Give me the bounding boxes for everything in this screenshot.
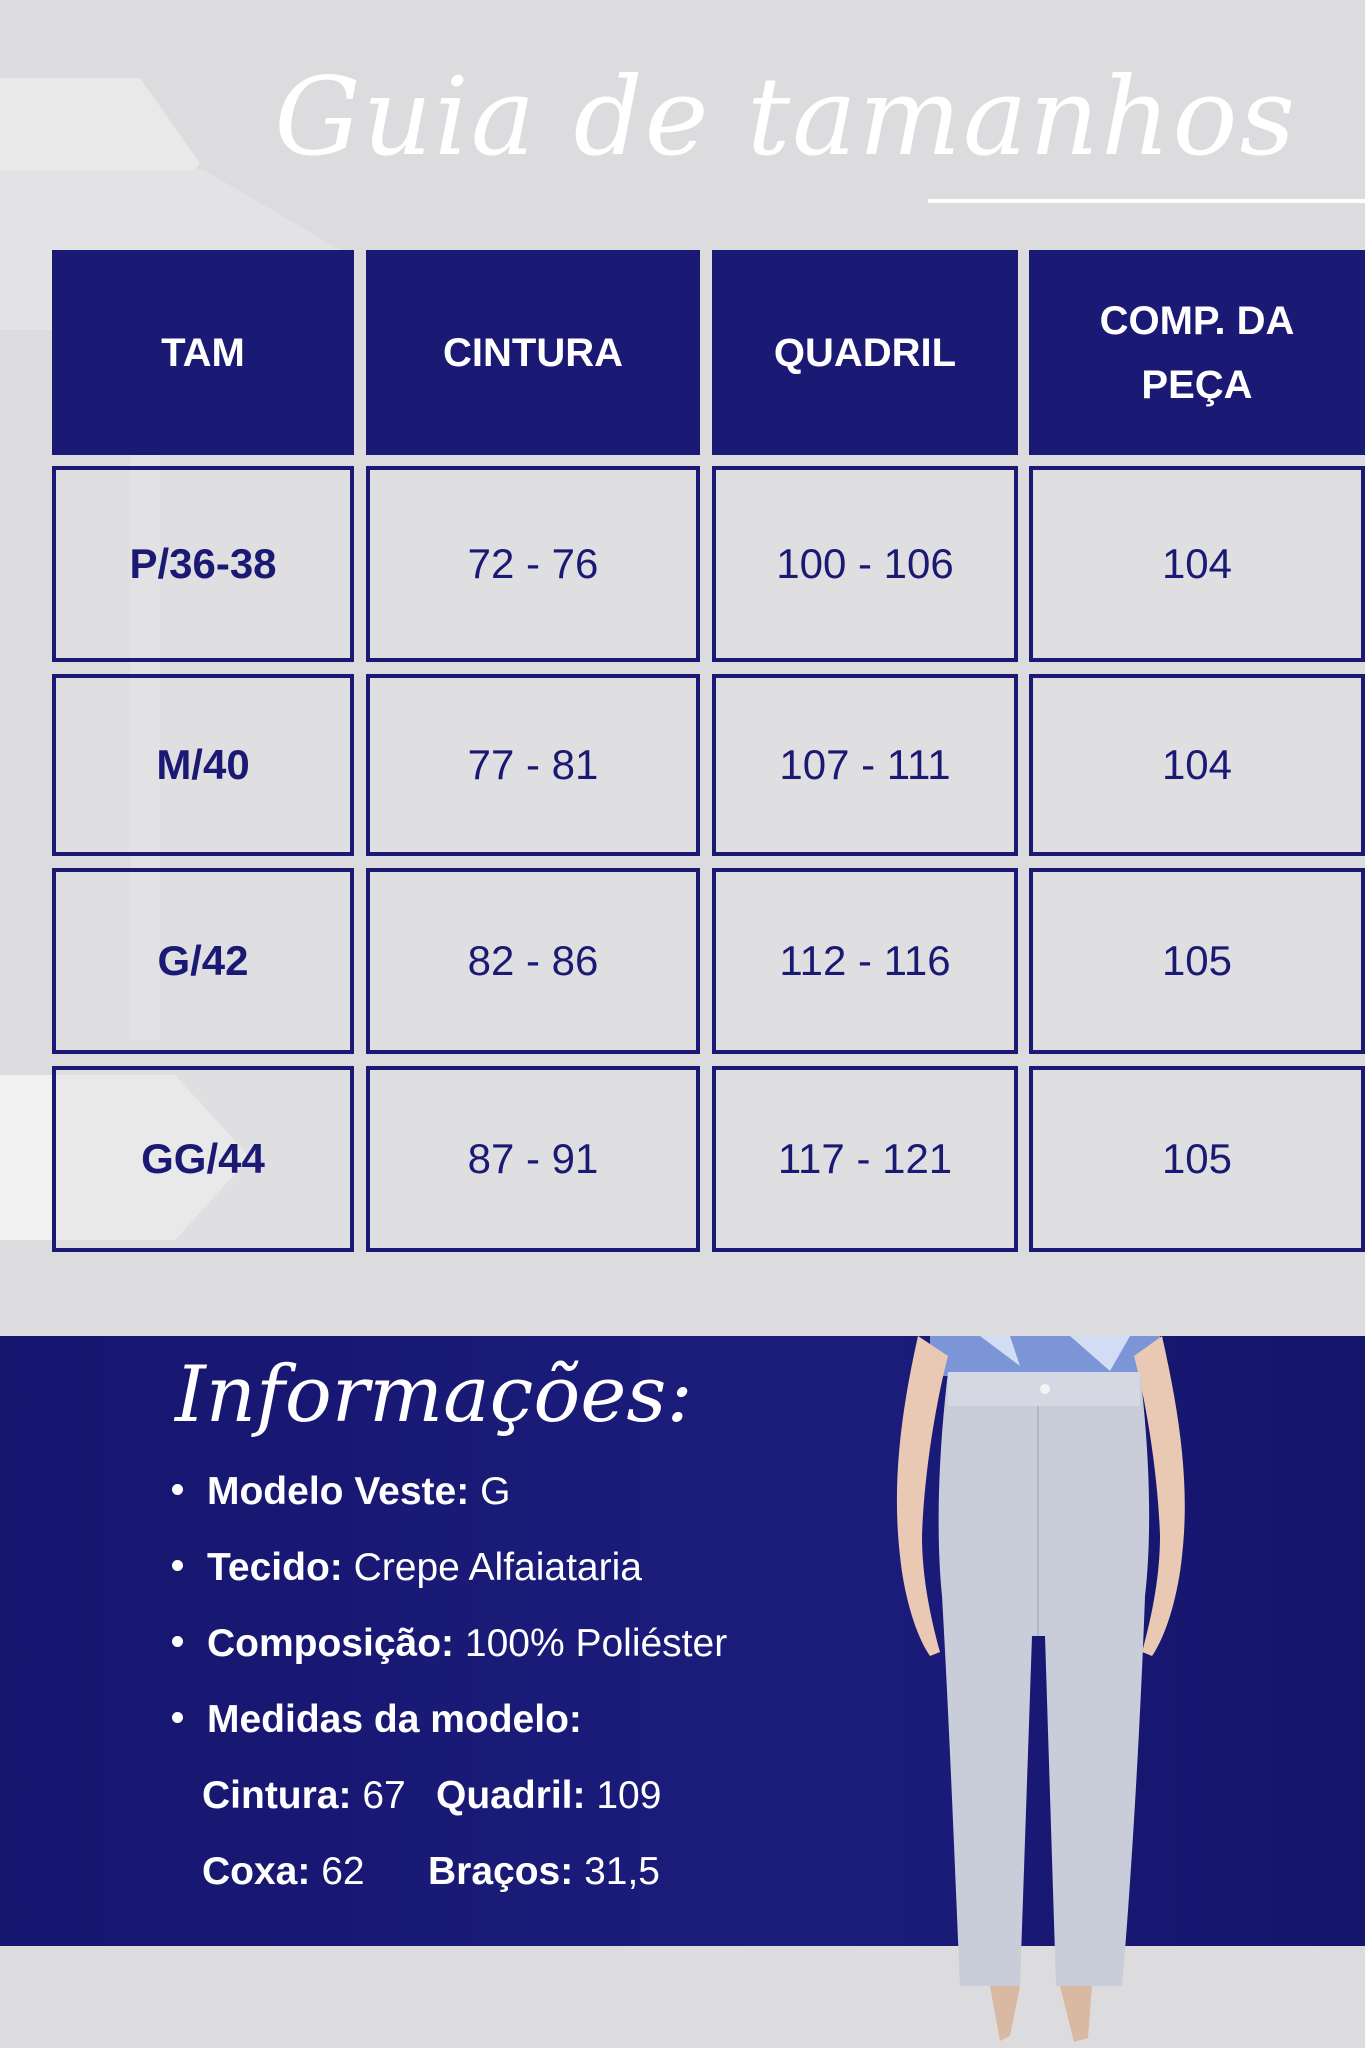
measurement-label: Cintura: — [202, 1774, 352, 1817]
model-photo — [860, 1336, 1220, 2048]
table-cell-quadril: 117 - 121 — [712, 1066, 1018, 1252]
table-cell-quadril: 112 - 116 — [712, 868, 1018, 1054]
measurement-label: Quadril: — [436, 1774, 586, 1817]
table-cell-cintura: 77 - 81 — [366, 674, 700, 856]
table-cell-cintura: 72 - 76 — [366, 466, 700, 662]
measurement-cintura — [202, 1774, 406, 1818]
measurement-value: 67 — [362, 1774, 406, 1817]
list-item — [172, 1546, 642, 1590]
item-label: Composição: — [207, 1622, 455, 1665]
header-quadril: QUADRIL — [712, 250, 1018, 455]
measurement-value: 109 — [596, 1774, 662, 1817]
table-cell-cintura: 87 - 91 — [366, 1066, 700, 1252]
bullet-icon — [172, 1484, 183, 1495]
bullet-icon — [172, 1560, 183, 1571]
bullet-icon — [172, 1636, 183, 1647]
title-underline — [928, 199, 1365, 203]
table-cell-cintura: 82 - 86 — [366, 868, 700, 1054]
list-item — [172, 1698, 582, 1742]
measurement-quadril — [436, 1774, 661, 1818]
list-item — [172, 1622, 727, 1666]
left-shoe — [990, 1986, 1020, 2041]
measurement-bracos — [428, 1850, 660, 1894]
table-cell-comprimento: 104 — [1029, 674, 1365, 856]
button-icon — [1040, 1384, 1050, 1394]
info-title: Informações: — [175, 1350, 693, 1440]
measurement-label: Braços: — [428, 1850, 574, 1893]
item-value: G — [480, 1470, 511, 1513]
table-cell-size: M/40 — [52, 674, 354, 856]
item-value: 100% Poliéster — [464, 1622, 728, 1665]
measurement-coxa — [202, 1850, 365, 1894]
table-cell-comprimento: 104 — [1029, 466, 1365, 662]
item-value: Crepe Alfaiataria — [353, 1546, 642, 1589]
list-item — [172, 1470, 510, 1514]
header-comprimento: COMP. DA PEÇA — [1029, 250, 1365, 455]
table-cell-quadril: 107 - 111 — [712, 674, 1018, 856]
table-cell-comprimento: 105 — [1029, 868, 1365, 1054]
trousers-shape — [939, 1372, 1150, 1986]
item-label: Tecido: — [207, 1546, 343, 1589]
page-title: Guia de tamanhos — [274, 55, 1297, 180]
table-cell-comprimento: 105 — [1029, 1066, 1365, 1252]
measurement-value: 62 — [321, 1850, 365, 1893]
header-tam: TAM — [52, 250, 354, 455]
item-label: Medidas da modelo: — [207, 1698, 582, 1741]
table-cell-size: G/42 — [52, 868, 354, 1054]
right-shoe — [1060, 1986, 1092, 2042]
header-cintura: CINTURA — [366, 250, 700, 455]
table-cell-quadril: 100 - 106 — [712, 466, 1018, 662]
measurement-value: 31,5 — [584, 1850, 660, 1893]
item-label: Modelo Veste: — [207, 1470, 470, 1513]
table-cell-size: GG/44 — [52, 1066, 354, 1252]
bullet-icon — [172, 1712, 183, 1723]
table-cell-size: P/36-38 — [52, 466, 354, 662]
measurement-label: Coxa: — [202, 1850, 311, 1893]
